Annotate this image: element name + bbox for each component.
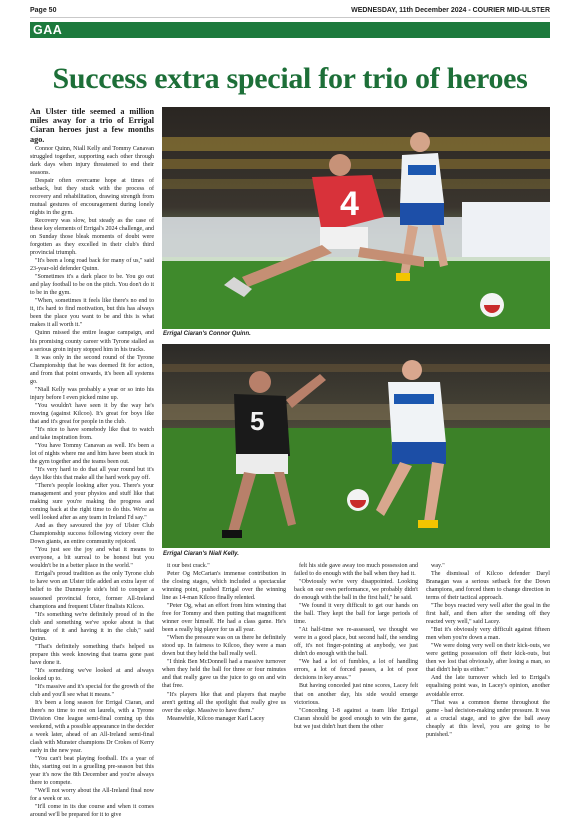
article-paragraph: Quinn missed the entire league campaign, and his promising county career with Tyrone stalled as a serious groin injury stopped him in his tracks. [30, 330, 154, 353]
photo-connor-quinn [162, 107, 550, 329]
article-paragraph: And as they savoured the joy of Ulster Club Championship success following victory over the Down giants, an entire community rejoiced. [30, 523, 154, 546]
article-paragraph: It's been a long season for Errigal Ciaran, and there's no time to rest on laurels, with a Tyrone Division One league semi-final coming up this weekend, with a possible appearance in the decider a week later, ahead of an All-Ireland semi-final clash with Munster champions Dr Crokes of Kerry early in the new year. [30, 699, 154, 755]
article-paragraph: way." [431, 563, 445, 569]
article-paragraph: "Conceding 1-8 against a team like Errigal Ciaran should be good enough to win the game, but we just didn't hurt them the other [294, 707, 418, 730]
dateline: WEDNESDAY, 11th December 2024 - COURIER MID-ULSTER [351, 7, 550, 14]
article-paragraph: And the late turnover which led to Errigal's equalising point was, in Lacey's opinion, another avoidable error. [426, 675, 550, 698]
article-paragraph: "Obviously we're very disappointed. Looking back on our own performance, we probably didn't do enough with the ball in the first half," he said. [294, 579, 418, 602]
article-paragraph: Connor Quinn, Niall Kelly and Tommy Canavan struggled together, supporting each other through dark days when injury threatened to end their seasons. [30, 145, 154, 176]
article-paragraph: "It's massive and it's special for the growth of the club and you'll see what it means." [30, 683, 155, 698]
article-paragraph: Recovery was slow, but steady as the case of these key elements of Errigal's 2024 challenge, and on Sunday those bleak moments of doubt were forgotten as they excelled in their club's third provincial triumph. [30, 218, 154, 257]
article-paragraph: "We found it very difficult to get our hands on the ball. They kept the ball for large periods of time. [294, 603, 418, 626]
article-paragraph: "It's players like that and players that maybe aren't getting all the spotlight that really give us over the edge. Massive to have them." [162, 691, 286, 714]
article-paragraph: The dismissal of Kilcoo defender Daryl Branagan was a serious setback for the Down champions, and forced them to change direction in terms of their tactical approach. [426, 571, 550, 602]
photo-caption-2: Errigal Ciaran's Niall Kelly. [163, 551, 239, 557]
article-paragraph: "When, sometimes it feels like there's no end to it, it's hard to find motivation, but this has always been the place you want to be and this is what makes it all worth it." [30, 298, 154, 329]
header-rule [30, 17, 550, 18]
article-column-2 [162, 562, 286, 727]
article-paragraph: "When the pressure was on us there he definitely stood up. In fairness to Kilcoo, they were a man down but they held the ball really well. [162, 635, 286, 658]
article-paragraph: "Peter Og, what an effort from him winning that free for Tommy and then putting that magnificent winner over himself. He had a class game. He's been a really big player for us all year. [162, 603, 286, 634]
article-paragraph: "But it's obviously very difficult against fifteen men when you're down a man. [426, 627, 550, 642]
article-paragraph: "You can't beat playing football. It's a year of this, starting out in a gruelling pre-season but this year it's now the 8th December and you're always there to compete. [30, 756, 154, 787]
page-header [30, 4, 550, 16]
article-paragraph: "We were doing very well on their kick-outs, we were getting possession off their kick-outs, but then we lost that obviously, after losing a man, so that didn't help us either." [426, 643, 550, 674]
page-number: Page 50 [30, 7, 57, 14]
article-paragraph: "I think Ben McDonnell had a massive turnover when they held the ball for three or four minutes and that really gave us the juice to go on and win that free. [162, 659, 286, 690]
article-paragraph: Despair often overcame hope at times of setback, but they stuck with the process of recovery and rehabilitation, drawing strength from mutual gestures of encouragement during lonely nights in the gym. [30, 177, 154, 216]
article-paragraph: "There's people looking after you. There's your management and your physios and stuff like that making sure you're making the progress and coming back at the right time to do this. We're as well looked after as any team in Ireland I'd say." [30, 483, 154, 522]
article-paragraph: Meanwhile, Kilcoo manager Karl Lacey [167, 715, 265, 722]
article-paragraph: "That's definitely something that's helped us prepare this week knowing that teams gone past have done it. [30, 643, 154, 666]
photo-niall-kelly [162, 344, 550, 548]
article-paragraph: "Sometimes it's a dark place to be. You go out and play football to be on the pitch. You don't do it to be in the gym. [30, 274, 154, 297]
article-paragraph: "You wouldn't have seen it by the way he's moving (against Kilcoo). It's great for boys like that and it's great for people in the club. [30, 402, 154, 425]
photo-connor-quinn-image [162, 107, 550, 329]
article-paragraph: "It'll come in its due course and when it comes around we'll be prepared for it to give [30, 804, 154, 819]
article-paragraph: It was only in the second round of the Tyrone Championship that he was deemed fit for action, and from that point onwards, it's been all systems go. [30, 354, 154, 385]
article-column-4 [426, 562, 550, 738]
article-paragraph: An Ulster title seemed a million miles away for a trio of Errigal Ciaran heroes just a few months ago. [30, 107, 154, 144]
article-paragraph: "At half-time we re-assessed, we thought we were in a good place, but second half, the sending off, it's not finger-pointing at anybody, we just didn't do enough with the ball. [294, 627, 418, 658]
article-paragraph: "It's something we're definitely proud of in the club and something we've spoke about is that heritage of it and having it in the club," said Quinn. [30, 611, 154, 642]
article-paragraph: "It's been a long road back for many of us," said 23-year-old defender Quinn. [30, 258, 154, 273]
article-paragraph: "You just see the joy and what it means to everyone, a bit surreal to be honest but you wouldn't be in a better place in the world." [30, 547, 154, 570]
shirt-number-5: 5 [250, 406, 265, 436]
shirt-number-4: 4 [340, 185, 359, 223]
article-paragraph: felt his side gave away too much possession and failed to do enough with the ball when they had it. [294, 563, 418, 578]
article-paragraph: "It's nice to have somebody like that to watch and take inspiration from. [30, 426, 154, 441]
section-bar [30, 22, 550, 38]
photo-niall-kelly-image [162, 344, 550, 548]
section-label: GAA [33, 23, 63, 37]
article-paragraph: But having conceded just nine scores, Lacey felt that on another day, his side would emerge victorious. [294, 683, 418, 706]
article-paragraph: "It's very hard to do that all year round but it's days like this that make all the hard work pay off. [30, 467, 154, 482]
article-paragraph: Errigal's proud tradition as the only Tyrone club to have won an Ulster title added an extra layer of belief to the Dunmoyle side's bid to conquer a seasoned provincial force, former All-Ireland champions and frequent Ulster finalists Kilcoo. [30, 571, 154, 610]
article-paragraph: it our best crack." [167, 563, 210, 569]
article-paragraph: "We had a lot of fumbles, a lot of handling errors, a lot of forced passes, a lot of poor decisions in key areas." [294, 659, 418, 682]
article-paragraph: "You have Tommy Canavan as well. It's been a lot of nights where me and him have been stuck in the gym together and the teams been out. [30, 442, 154, 465]
article-paragraph: "We'll not worry about the All-Ireland final now for a week or so. [30, 788, 154, 803]
article-column-1 [30, 107, 155, 819]
photo-caption-1: Errigal Ciaran's Connor Quinn. [163, 331, 251, 337]
article-paragraph: "It's something we've looked at and always looked up to. [30, 667, 154, 682]
article-paragraph: "Niall Kelly was probably a year or so into his injury before I even picked mine up. [30, 386, 154, 401]
article-paragraph: Peter Og McCartan's immense contribution in the closing stages, which included a spectacular winning point, pushed Errigal over the winning line as 14-man Kilcoo finally relented. [162, 571, 286, 602]
article-paragraph: "That was a common theme throughout the game - bad decision-making under pressure. It was at a crucial stage, and to give the ball away cheaply at this level, you are going to be punished." [426, 699, 550, 738]
headline: Success extra special for trio of heroes [52, 62, 528, 95]
article-column-3 [294, 562, 418, 730]
article-paragraph: "The boys reacted very well after the goal in the first half, and then after the sending off they reacted very well," said Lacey. [426, 603, 550, 626]
